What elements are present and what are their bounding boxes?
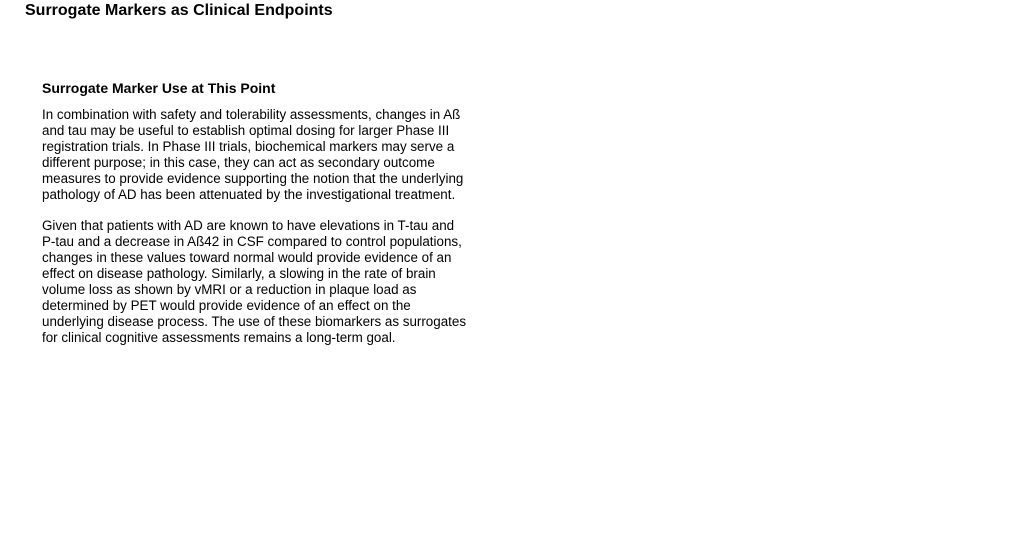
content-section bbox=[42, 79, 470, 361]
page-title: Surrogate Markers as Clinical Endpoints bbox=[25, 2, 333, 19]
section-heading: Surrogate Marker Use at This Point bbox=[42, 80, 276, 96]
paragraph-dosing: In combination with safety and tolerability assessments, changes in Aß and tau may be useful to establish optimal dosing for larger Phase III registration trials. In Phase III trials, biochemical markers may serve a different purpose; in this case, they can act as secondary outcome measures to provide evidence supporting the notion that the underlying pathology of AD has been attenuated by the investigational treatment. bbox=[42, 107, 464, 202]
paragraph-biomarkers: Given that patients with AD are known to have elevations in T-tau and P-tau and a decrease in Aß42 in CSF compared to control populations, changes in these values toward normal would provide evidence of an effect on disease pathology. Similarly, a slowing in the rate of brain volume loss as shown by vMRI or a reduction in plaque load as determined by PET would provide evidence of an effect on the underlying disease process. The use of these biomarkers as surrogates for clinical cognitive assessments remains a long-term goal. bbox=[42, 218, 467, 345]
